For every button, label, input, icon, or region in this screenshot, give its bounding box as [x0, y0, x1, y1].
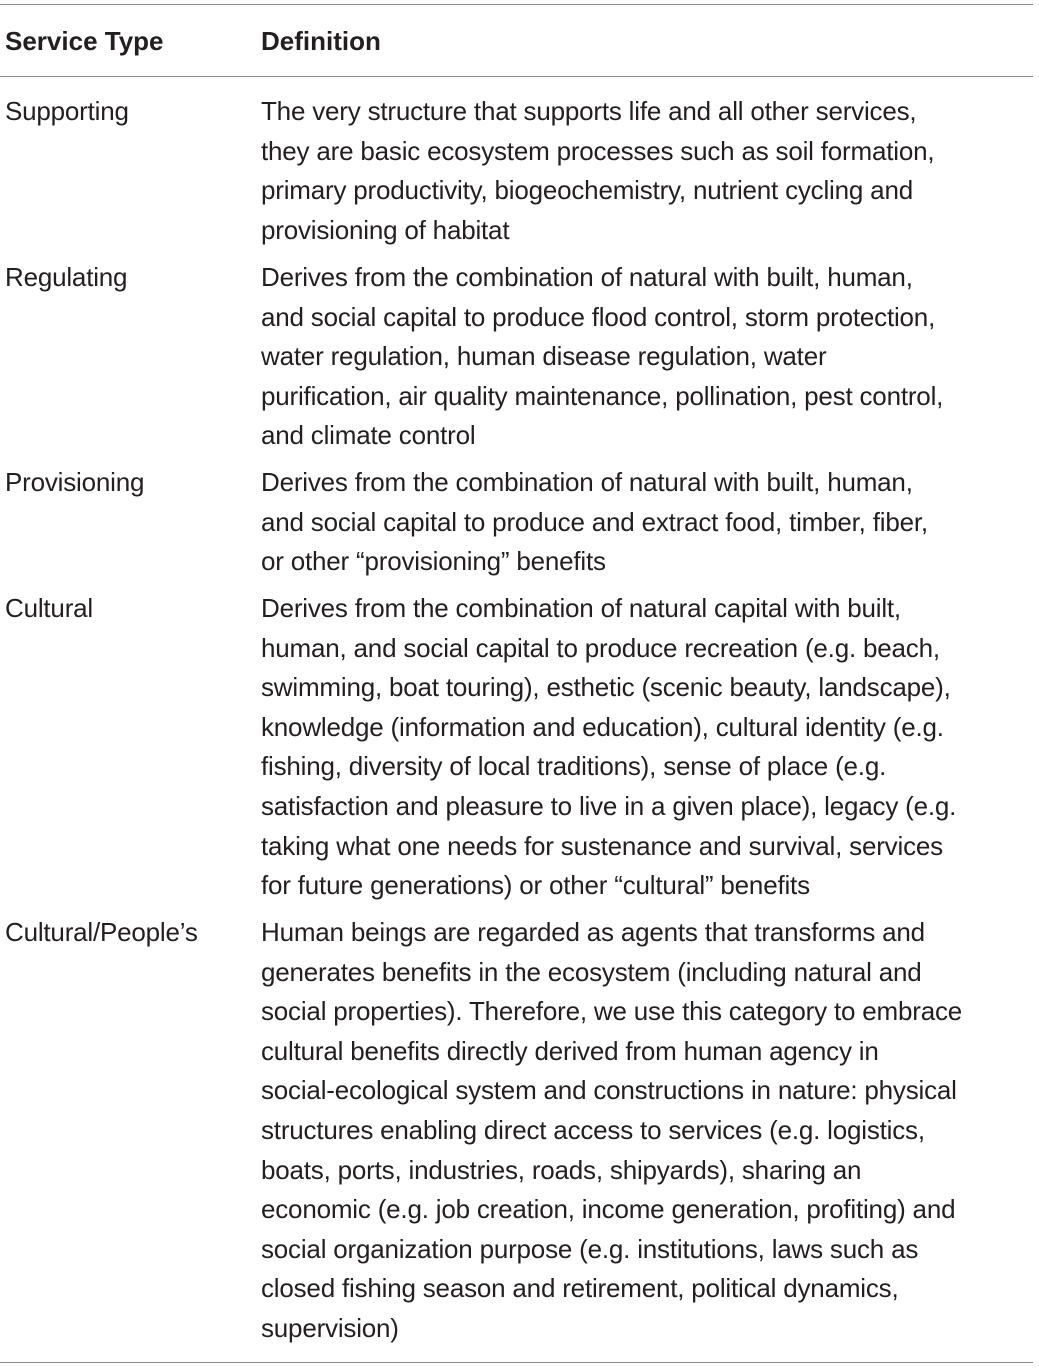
definition-line: generates benefits in the ecosystem (including natural and [261, 956, 922, 987]
definition-cell [261, 463, 1033, 582]
definition-line: Derives from the combination of natural with built, human, [261, 262, 913, 292]
definition-cell [261, 92, 1033, 250]
definition-line: taking what one needs for sustenance and survival, services [261, 830, 943, 861]
definition-line: human, and social capital to produce recreation (e.g. beach, [261, 632, 940, 663]
service-type-cell: Regulating [5, 262, 128, 292]
definition-line: for future generations) or other “cultural” benefits [261, 870, 810, 901]
top-rule [0, 4, 1033, 5]
definition-cell [261, 258, 1033, 456]
definition-line: and social capital to produce flood control, storm protection, [261, 301, 936, 332]
definition-line: or other “provisioning” benefits [261, 546, 606, 577]
definition-line: Derives from the combination of natural with built, human, [261, 467, 913, 497]
definition-line: cultural benefits directly derived from human agency in [261, 1035, 879, 1066]
definition-line: fishing, diversity of local traditions), sense of place (e.g. [261, 751, 887, 782]
definition-line: provisioning of habitat [261, 214, 510, 245]
definition-line: structures enabling direct access to services (e.g. logistics, [261, 1114, 925, 1145]
definition-line: and climate control [261, 420, 476, 451]
definition-line: boats, ports, industries, roads, shipyards), sharing an [261, 1154, 862, 1185]
service-type-cell: Cultural [5, 593, 93, 623]
definition-line: satisfaction and pleasure to live in a given place), legacy (e.g. [261, 790, 957, 821]
definition-line: closed fishing season and retirement, political dynamics, [261, 1273, 899, 1304]
definition-line: Human beings are regarded as agents that transforms and [261, 917, 925, 947]
service-type-cell: Cultural/People’s [5, 917, 198, 947]
header-definition: Definition [261, 26, 381, 56]
definition-line: water regulation, human disease regulation, water [261, 341, 827, 372]
definition-line: swimming, boat touring), esthetic (scenic beauty, landscape), [261, 672, 951, 703]
definition-line: knowledge (information and education), cultural identity (e.g. [261, 711, 944, 742]
definition-line: social organization purpose (e.g. institutions, laws such as [261, 1233, 919, 1264]
definition-line: Derives from the combination of natural capital with built, [261, 593, 901, 623]
definition-line: The very structure that supports life and all other services, [261, 96, 917, 126]
definition-line: social properties). Therefore, we use this category to embrace [261, 996, 963, 1027]
definition-line: social-ecological system and constructions in nature: physical [261, 1075, 957, 1106]
definition-line: supervision) [261, 1312, 399, 1343]
definition-cell [261, 589, 1033, 906]
definition-line: primary productivity, biogeochemistry, nutrient cycling and [261, 175, 913, 206]
header-rule [0, 76, 1033, 77]
definition-line: and social capital to produce and extract food, timber, fiber, [261, 506, 928, 537]
service-type-cell: Supporting [5, 96, 129, 126]
header-service-type: Service Type [5, 26, 164, 56]
definition-line: they are basic ecosystem processes such as soil formation, [261, 135, 935, 166]
definition-line: economic (e.g. job creation, income generation, profiting) and [261, 1194, 956, 1225]
definition-cell [261, 913, 1033, 1349]
definition-line: purification, air quality maintenance, pollination, pest control, [261, 380, 944, 411]
service-type-cell: Provisioning [5, 467, 145, 497]
bottom-rule [0, 1362, 1033, 1363]
